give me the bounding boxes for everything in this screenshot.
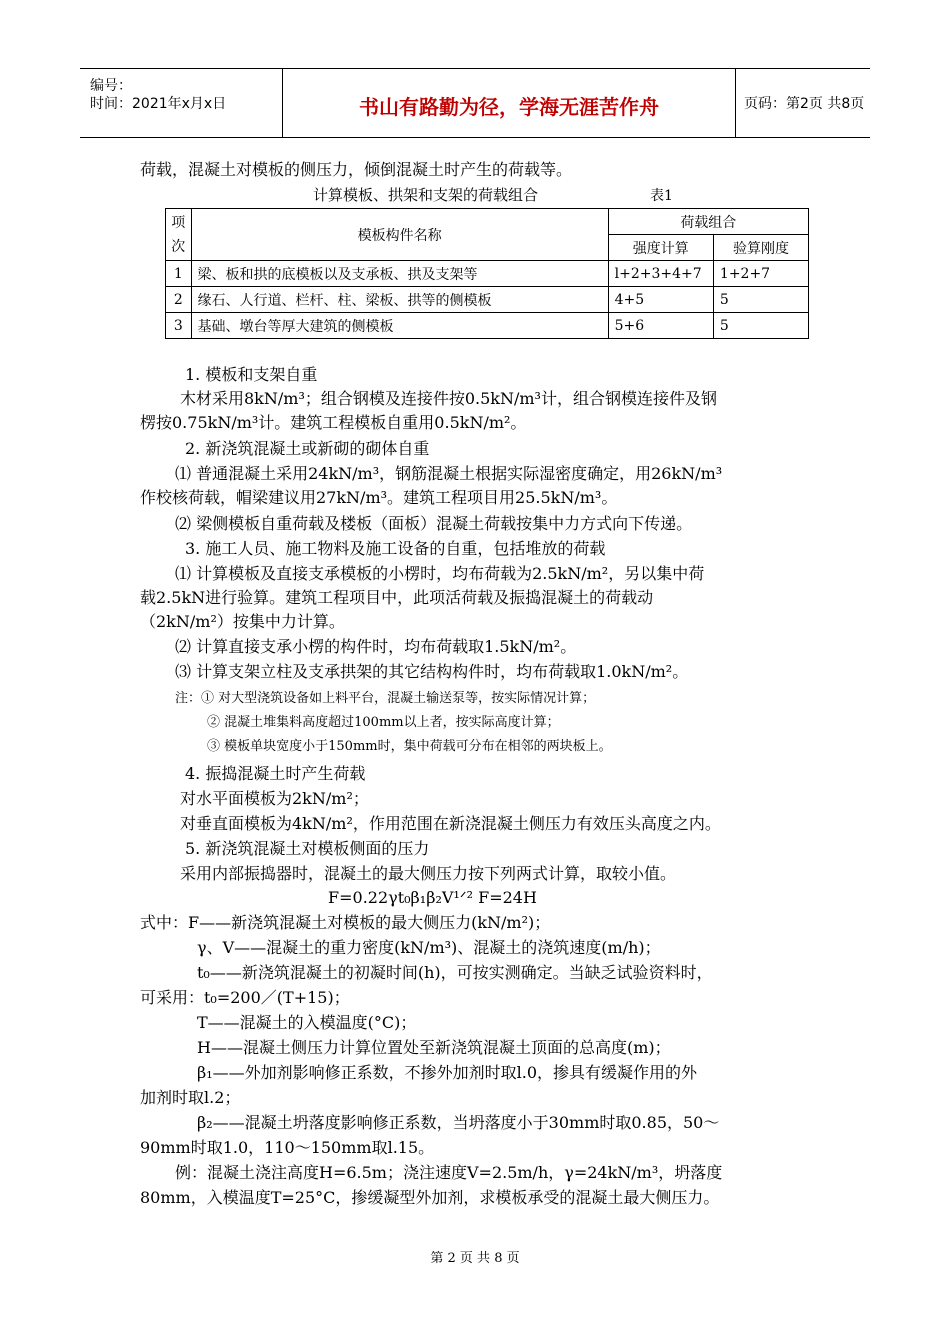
page-header <box>80 68 870 138</box>
definition-line: 加剂时取l.2； <box>140 1088 241 1107</box>
section-5-title: 5. 新浇筑混凝土对模板侧面的压力 <box>185 839 430 858</box>
paragraph-line: 对垂直面模板为4kN/m²，作用范围在新浇混凝土侧压力有效压头高度之内。 <box>180 814 721 833</box>
row-no: 3 <box>166 313 192 339</box>
row-name: 梁、板和拱的底模板以及支承板、拱及支架等 <box>191 261 608 287</box>
paragraph-line: 楞按0.75kN/m³计。建筑工程模板自重用0.5kN/m²。 <box>140 413 527 432</box>
section-2-title: 2. 新浇筑混凝土或新砌的砌体自重 <box>185 439 430 458</box>
definition-line: H——混凝土侧压力计算位置处至新浇筑混凝土顶面的总高度(m)； <box>197 1038 671 1057</box>
table-row <box>166 287 809 313</box>
header-name: 模板构件名称 <box>191 209 608 261</box>
paragraph-line: ⑵ 梁侧模板自重荷载及楼板（面板）混凝土荷载按集中力方式向下传递。 <box>175 514 693 533</box>
definition-line: 90mm时取1.0，110～150mm取l.15。 <box>140 1138 435 1157</box>
table-caption: 计算模板、拱架和支架的荷载组合 <box>313 186 539 204</box>
row-strength: 4+5 <box>608 287 713 313</box>
paragraph-line: ⑴ 普通混凝土采用24kN/m³，钢筋混凝土根据实际湿密度确定，用26kN/m³ <box>175 464 723 483</box>
paragraph-line: 载2.5kN进行验算。建筑工程项目中，此项活荷载及振捣混凝土的荷载动 <box>140 588 654 607</box>
note-line: ② 混凝土堆集料高度超过100mm以上者，按实际高度计算； <box>207 715 560 730</box>
row-name: 缘石、人行道、栏杆、柱、梁板、拱等的侧模板 <box>191 287 608 313</box>
definition-line: γ、V——混凝土的重力密度(kN/m³)、混凝土的浇筑速度(m/h)； <box>197 938 661 957</box>
paragraph-line: 木材采用8kN/m³；组合钢模及连接件按0.5kN/m³计，组合钢模连接件及钢 <box>180 389 717 408</box>
row-strength: l+2+3+4+7 <box>608 261 713 287</box>
formula: F=0.22γt₀β₁β₂V¹ᐟ² F=24H <box>328 888 537 907</box>
load-combination-table <box>165 208 809 339</box>
example-line: 例：混凝土浇注高度H=6.5m；浇注速度V=2.5m/h，γ=24kN/m³，坍落度 <box>175 1163 723 1182</box>
row-stiffness: 5 <box>713 287 808 313</box>
definition-line: 可采用：t₀=200／(T+15)； <box>140 988 350 1007</box>
intro-line: 荷载，混凝土对模板的侧压力，倾倒混凝土时产生的荷载等。 <box>140 160 573 179</box>
definition-line: 式中：F——新浇筑混凝土对模板的最大侧压力(kN/m²)； <box>140 913 551 932</box>
row-stiffness: 5 <box>713 313 808 339</box>
header-motto-cell <box>283 69 736 137</box>
header-stiffness: 验算刚度 <box>713 235 808 261</box>
row-no: 2 <box>166 287 192 313</box>
number-label: 编号： <box>90 78 132 94</box>
page-footer: 第 2 页 共 8 页 <box>430 1251 520 1266</box>
paragraph-line: 采用内部振捣器时，混凝土的最大侧压力按下列两式计算，取较小值。 <box>180 864 677 883</box>
paragraph-line: （2kN/m²）按集中力计算。 <box>140 612 345 631</box>
paragraph-line: ⑶ 计算支架立柱及支承拱架的其它结构构件时，均布荷载取1.0kN/m²。 <box>175 662 689 681</box>
header-combo: 荷载组合 <box>608 209 808 235</box>
table-row <box>166 261 809 287</box>
example-line: 80mm，入模温度T=25°C，掺缓凝型外加剂，求模板承受的混凝土最大侧压力。 <box>140 1188 720 1207</box>
header-meta-cell <box>80 69 283 137</box>
definition-line: t₀——新浇筑混凝土的初凝时间(h)，可按实测确定。当缺乏试验资料时， <box>197 963 713 982</box>
definition-line: T——混凝土的入模温度(°C)； <box>197 1013 417 1032</box>
table-number: 表1 <box>650 188 673 204</box>
paragraph-line: ⑴ 计算模板及直接支承模板的小楞时，均布荷载为2.5kN/m²，另以集中荷 <box>175 564 705 583</box>
definition-line: β₁——外加剂影响修正系数，不掺外加剂时取l.0，掺具有缓凝作用的外 <box>197 1063 698 1082</box>
row-name: 基础、墩台等厚大建筑的侧模板 <box>191 313 608 339</box>
note-line: 注：① 对大型浇筑设备如上料平台，混凝土输送泵等，按实际情况计算； <box>175 691 596 706</box>
paragraph-line: ⑵ 计算直接支承小楞的构件时，均布荷载取1.5kN/m²。 <box>175 637 577 656</box>
header-item <box>166 209 192 261</box>
row-strength: 5+6 <box>608 313 713 339</box>
row-no: 1 <box>166 261 192 287</box>
section-3-title: 3. 施工人员、施工物料及施工设备的自重，包括堆放的荷载 <box>185 539 606 558</box>
header-item-text: 项次 <box>171 214 186 255</box>
page-info: 页码：第2页 共8页 <box>744 96 865 112</box>
row-stiffness: 1+2+7 <box>713 261 808 287</box>
header-strength: 强度计算 <box>608 235 713 261</box>
note-line: ③ 模板单块宽度小于150mm时，集中荷载可分布在相邻的两块板上。 <box>207 739 612 754</box>
paragraph-line: 作校核荷载，帽梁建议用27kN/m³。建筑工程项目用25.5kN/m³。 <box>140 488 618 507</box>
paragraph-line: 对水平面模板为2kN/m²； <box>180 789 369 808</box>
section-1-title: 1. 模板和支架自重 <box>185 365 318 384</box>
header-page-cell <box>736 69 870 137</box>
date-label: 时间：2021年x月x日 <box>90 96 227 112</box>
section-4-title: 4. 振捣混凝土时产生荷载 <box>185 764 366 783</box>
table-header-row <box>166 209 809 235</box>
table-row <box>166 313 809 339</box>
definition-line: β₂——混凝土坍落度影响修正系数，当坍落度小于30mm时取0.85，50～ <box>197 1113 720 1132</box>
motto: 书山有路勤为径，学海无涯苦作舟 <box>359 95 659 119</box>
